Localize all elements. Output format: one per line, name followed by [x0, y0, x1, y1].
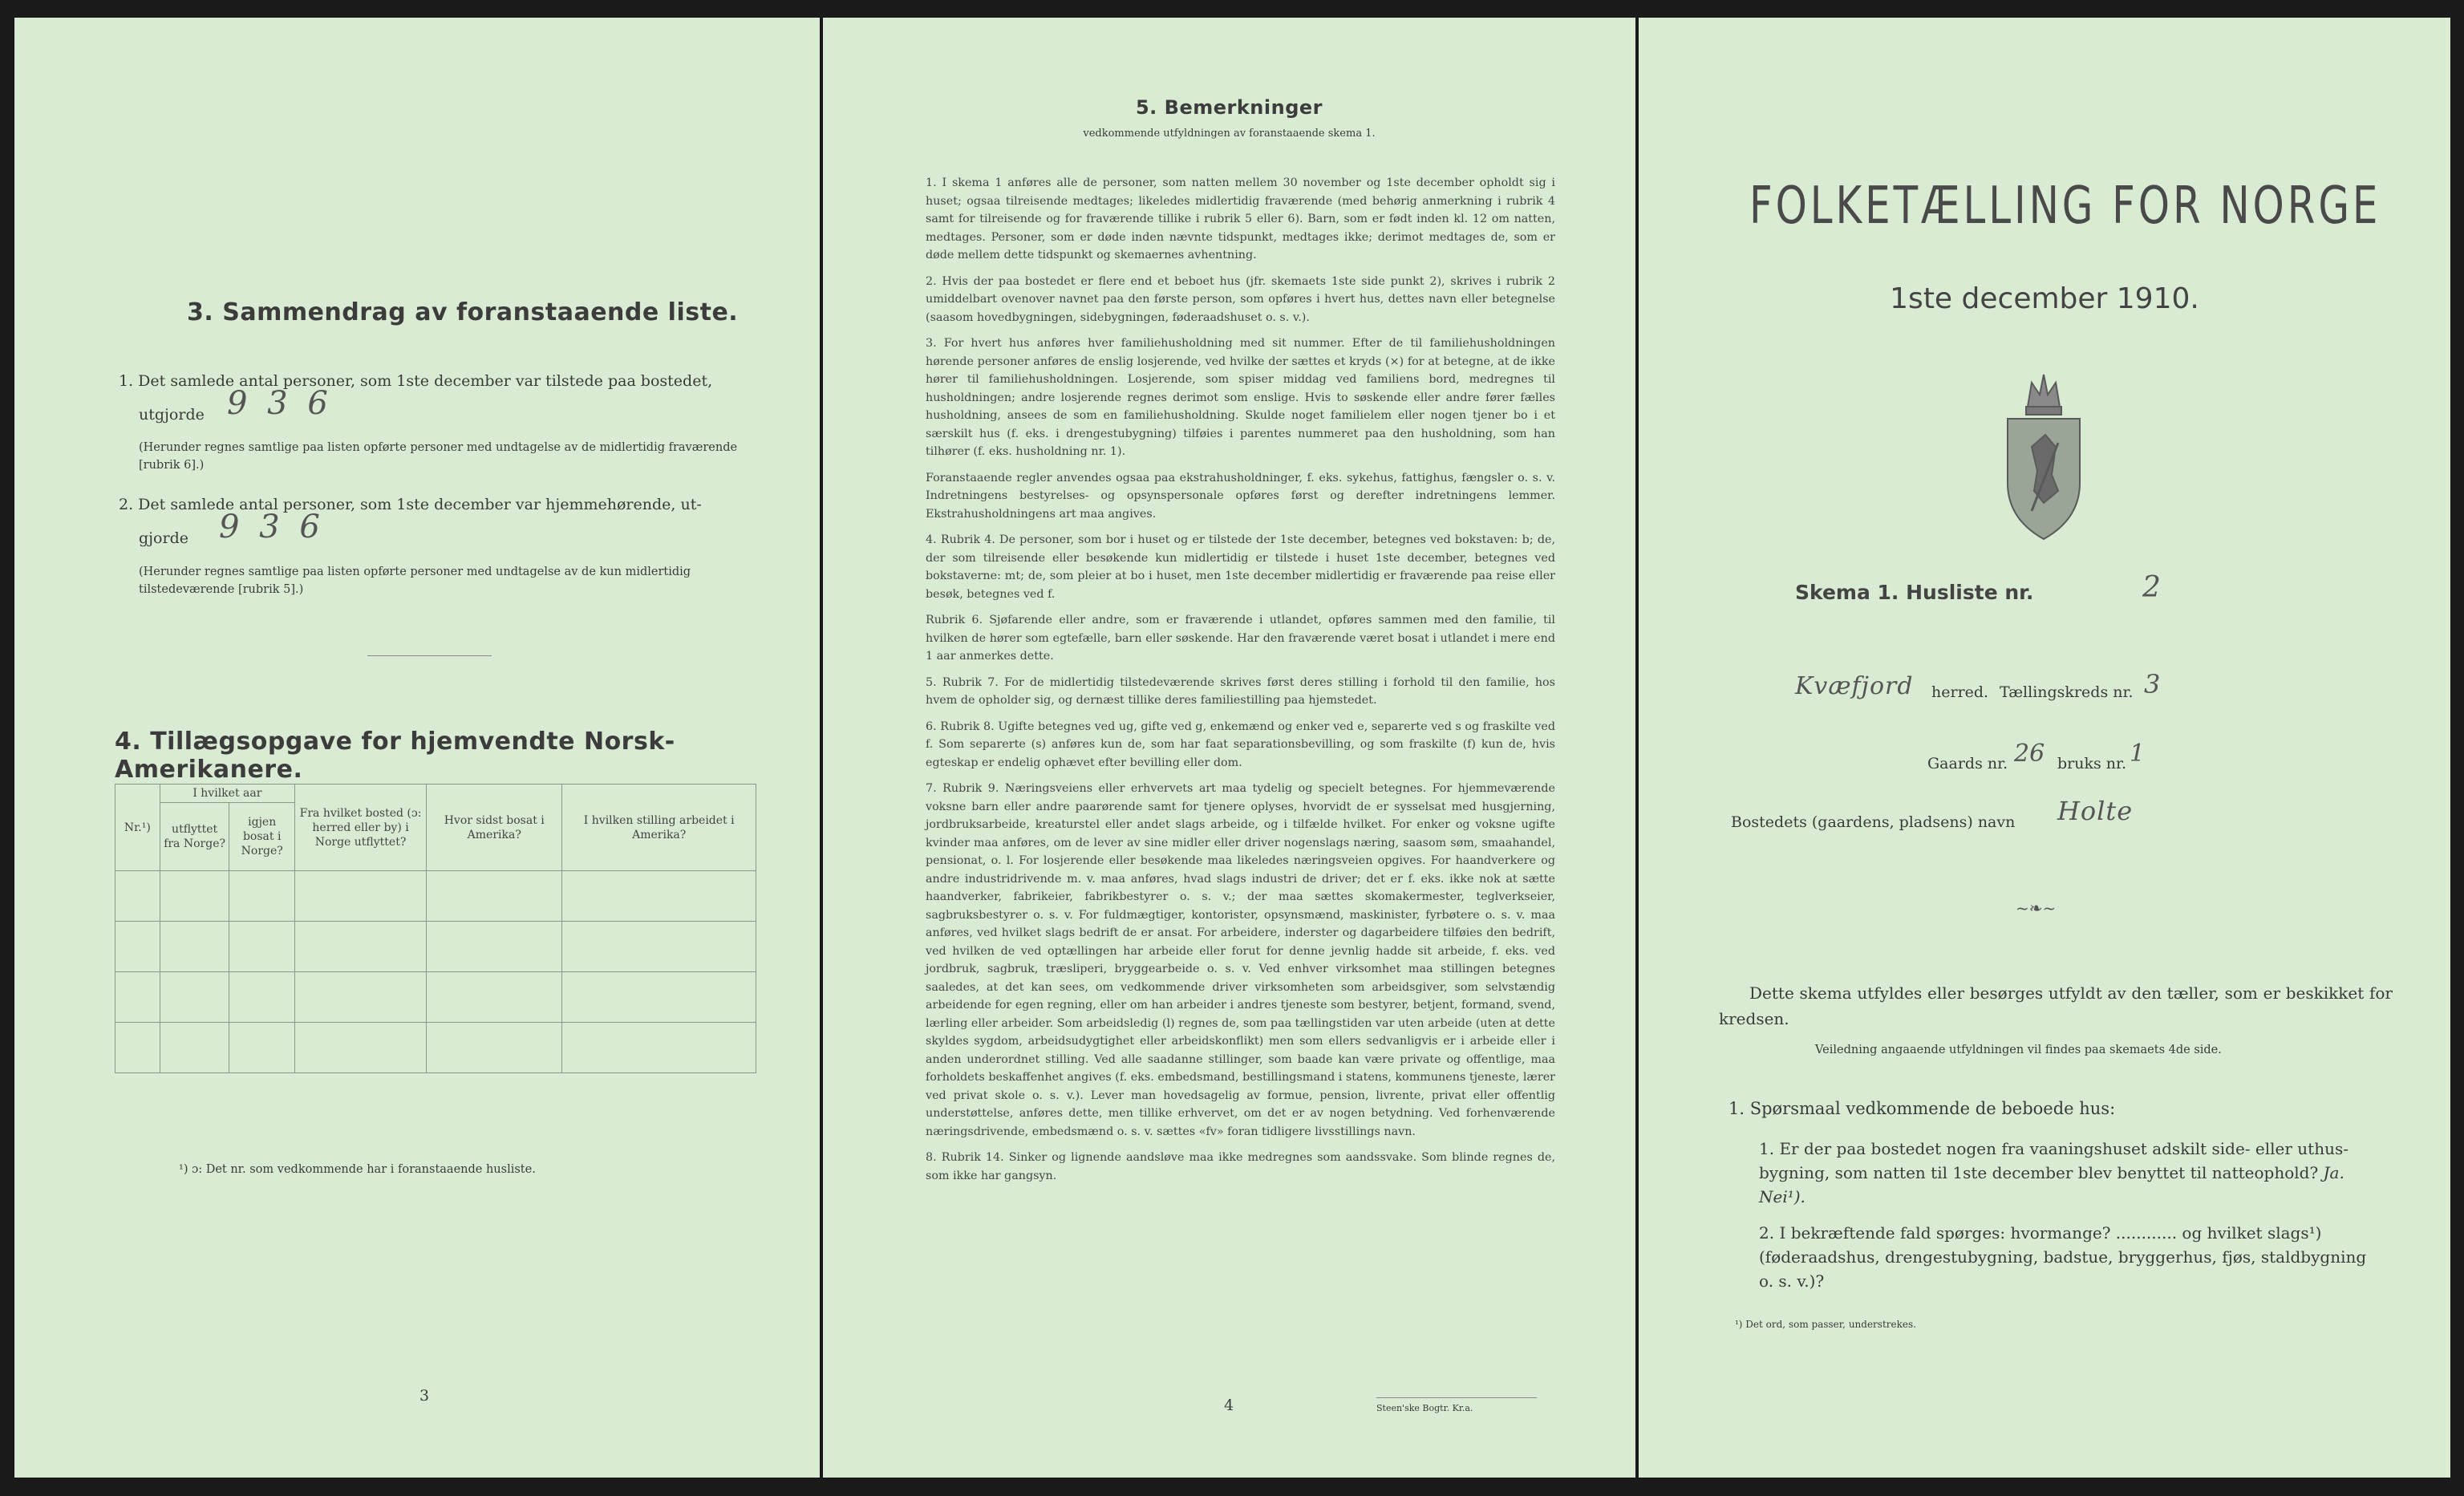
herred-value: Kvæfjord: [1795, 672, 1914, 700]
bosted-label: Bostedets (gaardens, pladsens) navn: [1731, 813, 2016, 831]
table-row: [116, 972, 756, 1023]
col-igjen: igjen bosat i Norge?: [229, 803, 295, 871]
veiledning-text: Veiledning angaaende utfyldningen vil findes paa skemaets 4de side.: [1815, 1044, 2222, 1056]
divider: [367, 655, 492, 656]
questions-title: 1. Spørsmaal vedkommende de beboede hus:: [1728, 1099, 2116, 1118]
herred-label: herred.: [1931, 683, 1989, 701]
remark-6: 6. Rubrik 8. Ugifte betegnes ved ug, gifte ved g, enkemænd og enker ved e, separerte ved s og fraskilte ved f. Som separerte (s) anføres kun de, som har faat separationsbevilling, og som fraskilte (f) kun de, hvis egteskap er endelig ophævet efter bevilling eller dom.: [926, 720, 1555, 769]
question-1: [1759, 1137, 2385, 1209]
remark-3: 3. For hvert hus anføres hver familiehusholdning med sit nummer. Efter de til familiehusholdningen hørende personer anføres de enslig losjerende, ved hvilke der sættes et kryds (×) for at betegne, at de ikke hører til familiehusholdningen. Losjerende, som spiser middag ved familiens bord, medregnes til husholdningen; andre losjerende regnes derimot som enslige. Hvis to søskende eller andre fører fælles husholdning, ansees de som en familiehusholdning. Skulde noget familielem eller nogen tjener bo i et særskilt hus (f. eks. i drengestubygning) tilføies i parentes nummeret paa den husholdning, som han tilhører (f. eks. husholdning nr. 1).: [926, 337, 1555, 458]
bosted-value: Holte: [2057, 796, 2134, 826]
col-group: I hvilket aar: [160, 784, 294, 803]
main-title: FOLKETÆLLING FOR NORGE: [1749, 176, 2381, 236]
item2-text: 2. Det samlede antal personer, som 1ste december var hjemmehørende, ut-: [119, 496, 702, 513]
remark-7: 7. Rubrik 9. Næringsveiens eller erhvervets art maa tydelig og specielt betegnes. For hjemmeværende voksne barn eller andre paarørende samt for tjenere oplyses, hvorvidt de er sysselsat med husgjerning, jordbruksarbeide, kreaturstel eller andet slags arbeide, og i tilfælde hvilket. For enker og voksne ugifte kvinder maa anføres, om de lever av sine midler eller driver nogenslags næring, saasom søm, smaahandel, pensionat, o. l. For losjerende eller besøkende maa likeledes næringsveien opgives. For haandverkere og andre industridrivende m. v. maa anføres, hvad slags industri de driver; det er f. eks. ikke nok at sætte haandverker, fabrikeier, fabrikbestyrer o. s. v.; der maa sættes skomakermester, teglverkseier, sagbruksbestyrer o. s. v. For fuldmægtiger, kontorister, opsynsmænd, maskinister, fyrbøtere o. s. v. maa anføres, ved hvilket slags bedrift de er ansat. For arbeidere, inderster og dagarbeidere tilføies den bedrift, ved hvilken de ved optællingen har arbeide eller forut for denne jevnlig hadde sit arbeide, f. eks. ved jordbruk, sagbruk, træsliperi, bryggearbeide o. s. v. Ved enhver virksomhet maa stillingen betegnes saaledes, at det kan sees, om vedkommende driver virksomheten som arbeidsgiver, som selvstændig arbeidende for egen regning, eller om han arbeider i andres tjeneste som bestyrer, betjent, formand, svend, lærling eller arbeider. Som arbeidsledig (l) regnes de, som paa tællingstiden var uten arbeide (uten at dette skyldes sygdom, arbeidsudygtighet eller arbeidskonflikt) men som ellers sedvanligvis er i arbeide eller i anden underordnet stilling. Ved alle saadanne stillinger, som baade kan være private og offentlige, maa forholdets beskaffenhet angives (f. eks. embedsmand, bestillingsmand i statens, kommunens tjeneste, lærer ved privat skole o. s. v.). Lever man hovedsagelig av formue, pension, livrente, privat eller offentlig understøttelse, anføres dette, men tillike erhvervet, om det er av nogen betydning. Ved forhenværende næringsdrivende, embedsmænd o. s. v. sættes «fv» foran tidligere livsstillings navn.: [926, 782, 1555, 1138]
remark-3b: Foranstaaende regler anvendes ogsaa paa ekstrahusholdninger, f. eks. sykehus, fattighus, fængsler o. s. v. Indretningens bestyrelses- og opsynspersonale opføres først og derefter indretningens lemmer. Ekstrahusholdningens art maa angives.: [926, 471, 1555, 521]
remark-1: 1. I skema 1 anføres alle de personer, som natten mellem 30 november og 1ste december opholdt sig i huset; ogsaa tilreisende medtages; likeledes midlertidig fraværende (med behørig anmerkning i rubrik 4 samt for tilreisende og for fraværende tillike i rubrik 5 eller 6). Barn, som er født inden kl. 12 om natten, medtages. Personer, som er døde inden nævnte tidspunkt, medtages ikke; derimot medtages de, som er døde mellem dette tidspunkt og skemaernes avhentning.: [926, 176, 1555, 261]
norsk-amerikanere-table: [115, 784, 756, 1073]
bruks-value: 1: [2130, 740, 2146, 768]
page-number: 4: [1224, 1397, 1234, 1414]
item2-value: 9 3 6: [219, 509, 325, 545]
item1-text: 1. Det samlede antal personer, som 1ste december var tilstede paa bostedet,: [119, 372, 713, 390]
remark-5: 5. Rubrik 7. For de midlertidig tilstedeværende skrives først deres stilling i forhold til den familie, hos hvem de opholder sig, og dernæst tillike deres familiestilling paa hjemstedet.: [926, 675, 1555, 707]
col-fra-bosted: Fra hvilket bosted (ɔ: herred eller by) i Norge utflyttet?: [294, 784, 426, 871]
table-row: [116, 922, 756, 972]
remarks-subtitle: vedkommende utfyldningen av foranstaaende skema 1.: [1083, 128, 1376, 140]
page-right: [1639, 18, 2450, 1478]
remark-2: 2. Hvis der paa bostedet er flere end et beboet hus (jfr. skemaets 1ste side punkt 2), skrives i rubrik 2 umiddelbart ovenover navnet paa den første person, som opføres i hvert hus, dettes navn eller betegnelse (saasom hovedbygningen, sidebygningen, føderaadshuset o. s. v.).: [926, 274, 1555, 324]
footnote: ¹) ɔ: Det nr. som vedkommende har i foranstaaende husliste.: [179, 1163, 536, 1176]
remark-8: 8. Rubrik 14. Sinker og lignende aandsløve maa ikke medregnes som aandssvake. Som blinde regnes de, som ikke har gangsyn.: [926, 1151, 1555, 1182]
skema-label: Skema 1. Husliste nr.: [1795, 581, 2034, 604]
page-middle: [823, 18, 1635, 1478]
item2-note: (Herunder regnes samtlige paa listen opførte personer med undtagelse av de kun midlertidig tilstedeværende [rubrik 5].): [139, 566, 691, 596]
ornament-icon: ~❧~: [2016, 898, 2057, 918]
page-number: 3: [419, 1387, 430, 1405]
footnote: ¹) Det ord, som passer, understrekes.: [1735, 1319, 1916, 1330]
husliste-nr: 2: [2142, 571, 2161, 604]
section3-title: 3. Sammendrag av foranstaaende liste.: [187, 298, 739, 326]
item1-lead: utgjorde: [139, 406, 205, 424]
col-nr: Nr.¹): [116, 784, 160, 871]
item1-note: (Herunder regnes samtlige paa listen opførte personer med undtagelse av de midlertidig fraværende [rubrik 6].): [139, 441, 738, 472]
table-row: [116, 1023, 756, 1073]
col-stilling: I hvilken stilling arbeidet i Amerika?: [562, 784, 756, 871]
question-2: 2. I bekræftende fald spørges: hvormange? ............ og hvilket slags¹) (føderaadshus, drengestubygning, badstue, bryggerhus, fjøs, staldbygning o. s. v.)?: [1759, 1223, 2367, 1291]
remark-4b: Rubrik 6. Sjøfarende eller andre, som er fraværende i utlandet, opføres sammen med den familie, til hvilken de hører som egtefælle, barn eller søskende. Har den fraværende været bosat i utlandet i mere end 1 aar anmerkes dette.: [926, 614, 1555, 663]
instruction-text: Dette skema utfyldes eller besørges utfyldt av den tæller, som er beskikket for kredsen.: [1719, 983, 2393, 1028]
item2-lead: gjorde: [139, 529, 188, 547]
col-utflyttet: utflyttet fra Norge?: [160, 803, 229, 871]
section4-title: 4. Tillægsopgave for hjemvendte Norsk-Amerikanere.: [115, 728, 675, 784]
remark-4: 4. Rubrik 4. De personer, som bor i huset og er tilstede der 1ste december, betegnes ved bokstaven: b; de, der som tilreisende eller besøkende kun midlertidig er tilstede i huset 1ste december, betegnes ved bokstaverne: mt; de, som pleier at bo i huset, men 1ste december midlertidig er fraværende paa reise eller besøk, betegnes ved f.: [926, 533, 1555, 601]
item1-value: 9 3 6: [227, 385, 333, 422]
gaards-label: Gaards nr.: [1927, 755, 2008, 772]
census-date: 1ste december 1910.: [1890, 282, 2199, 315]
kreds-label: Tællingskreds nr.: [2000, 683, 2134, 701]
gaards-value: 26: [2014, 740, 2045, 768]
remarks-title: 5. Bemerkninger: [1135, 96, 1323, 119]
kreds-value: 3: [2144, 669, 2161, 699]
bruks-label: bruks nr.: [2057, 755, 2127, 772]
coat-of-arms-icon: [1996, 371, 2092, 543]
table-row: [116, 871, 756, 922]
remarks-body: [926, 174, 1555, 1193]
question-1-text: 1. Er der paa bostedet nogen fra vaaningshuset adskilt side- eller uthus-bygning, som natten til 1ste december blev benyttet til natteophold?: [1759, 1139, 2348, 1182]
question-1-answer: Ja. Nei¹).: [1759, 1163, 2344, 1206]
printer-mark: Steen'ske Bogtr. Kr.a.: [1376, 1397, 1537, 1417]
page-left: [14, 18, 820, 1478]
col-hvor-bosat: Hvor sidst bosat i Amerika?: [427, 784, 562, 871]
